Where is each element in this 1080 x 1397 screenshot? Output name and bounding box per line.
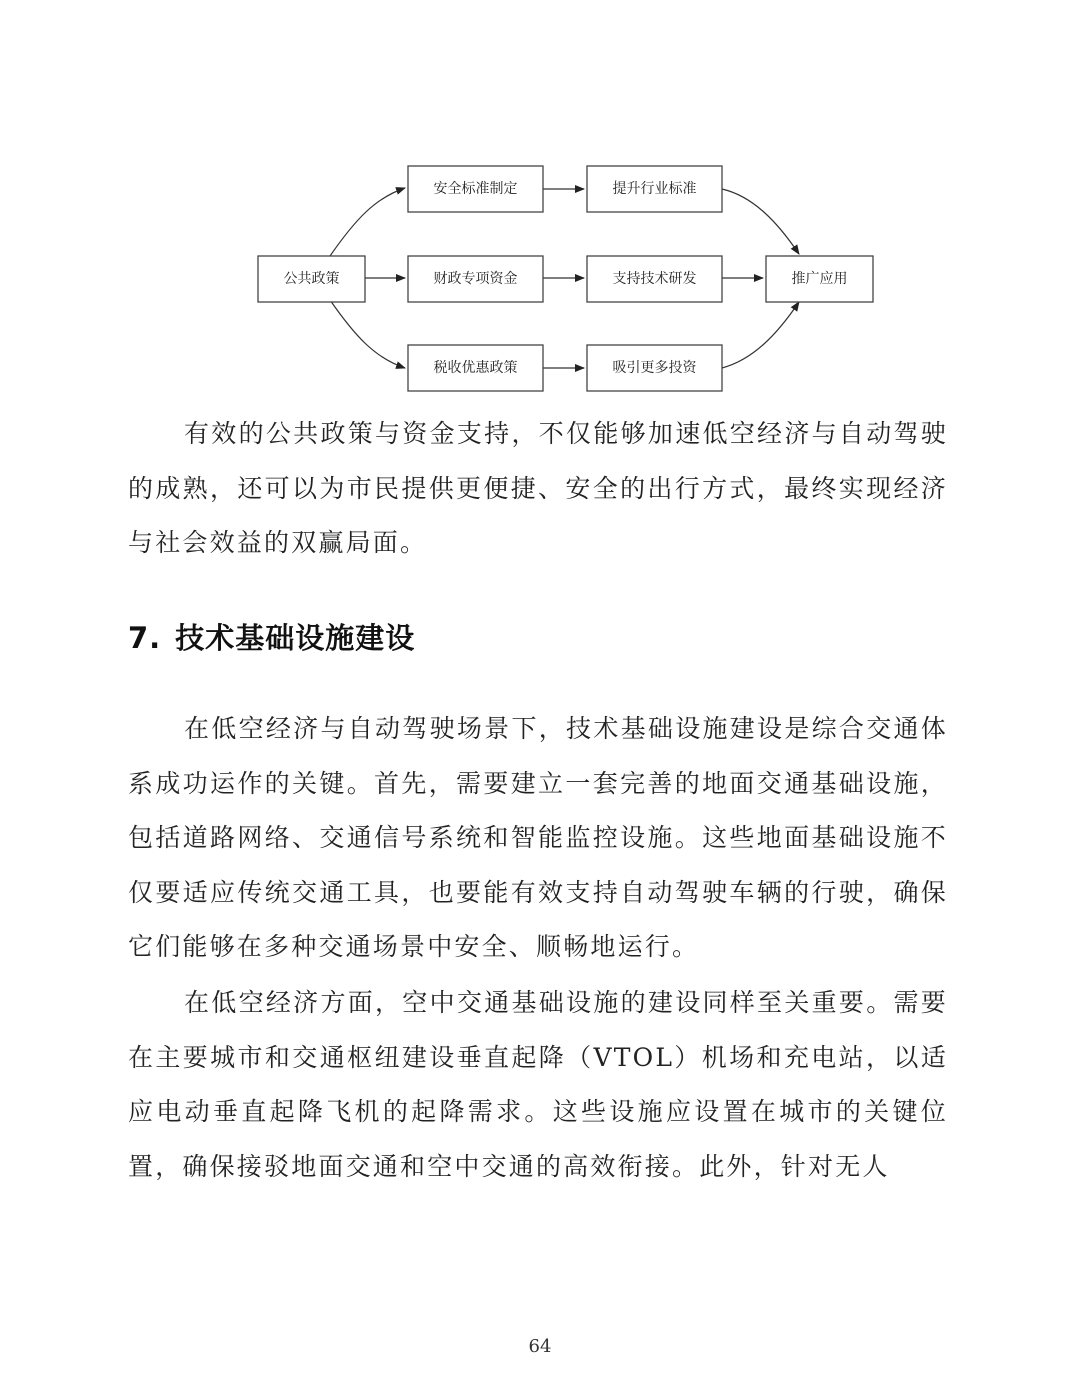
- edge-policy-to-tax: [330, 300, 405, 368]
- svg-text:税收优惠政策: 税收优惠政策: [433, 360, 518, 376]
- edge-investment-to-promote: [722, 302, 799, 368]
- svg-text:公共政策: 公共政策: [283, 271, 340, 287]
- svg-text:提升行业标准: 提升行业标准: [612, 181, 697, 197]
- node-fiscal-funds: [408, 256, 543, 302]
- node-attract-investment: [587, 345, 722, 391]
- node-public-policy: [258, 256, 365, 302]
- node-safety-standards: [408, 166, 543, 212]
- svg-text:财政专项资金: 财政专项资金: [433, 271, 518, 287]
- svg-text:吸引更多投资: 吸引更多投资: [612, 360, 697, 376]
- edge-policy-to-safety: [330, 188, 405, 256]
- node-tax-incentives: [408, 345, 543, 391]
- paragraph-air-infrastructure: 在低空经济方面，空中交通基础设施的建设同样至关重要。需要在主要城市和交通枢纽建设垂直起降（VTOL）机场和充电站，以适应电动垂直起降飞机的起降需求。这些设施应设置在城市的关键位置，确保接驳地面交通和空中交通的高效衔接。此外，针对无人: [128, 988, 948, 1181]
- section-heading: [128, 616, 415, 657]
- paragraph-ground-infrastructure: 在低空经济与自动驾驶场景下，技术基础设施建设是综合交通体系成功运作的关键。首先，需要建立一套完善的地面交通基础设施，包括道路网络、交通信号系统和智能监控设施。这些地面基础设施不仅要适应传统交通工具，也要能有效支持自动驾驶车辆的行驶，确保它们能够在多种交通场景中安全、顺畅地运行。: [128, 714, 948, 961]
- svg-text:安全标准制定: 安全标准制定: [433, 181, 518, 197]
- svg-text:推广应用: 推广应用: [791, 271, 848, 287]
- edge-standards-to-promote: [722, 189, 799, 254]
- page-number: 64: [528, 1336, 552, 1357]
- policy-flow-diagram: [0, 0, 1080, 410]
- node-raise-standards: [587, 166, 722, 212]
- node-support-tech: [587, 256, 722, 302]
- paragraph-policy-summary: 有效的公共政策与资金支持，不仅能够加速低空经济与自动驾驶的成熟，还可以为市民提供更便捷、安全的出行方式，最终实现经济与社会效益的双赢局面。: [128, 419, 948, 557]
- section-title: 技术基础设施建设: [175, 621, 416, 655]
- section-number: 7.: [128, 621, 162, 655]
- svg-text:支持技术研发: 支持技术研发: [612, 271, 697, 287]
- node-promote-application: [766, 256, 873, 302]
